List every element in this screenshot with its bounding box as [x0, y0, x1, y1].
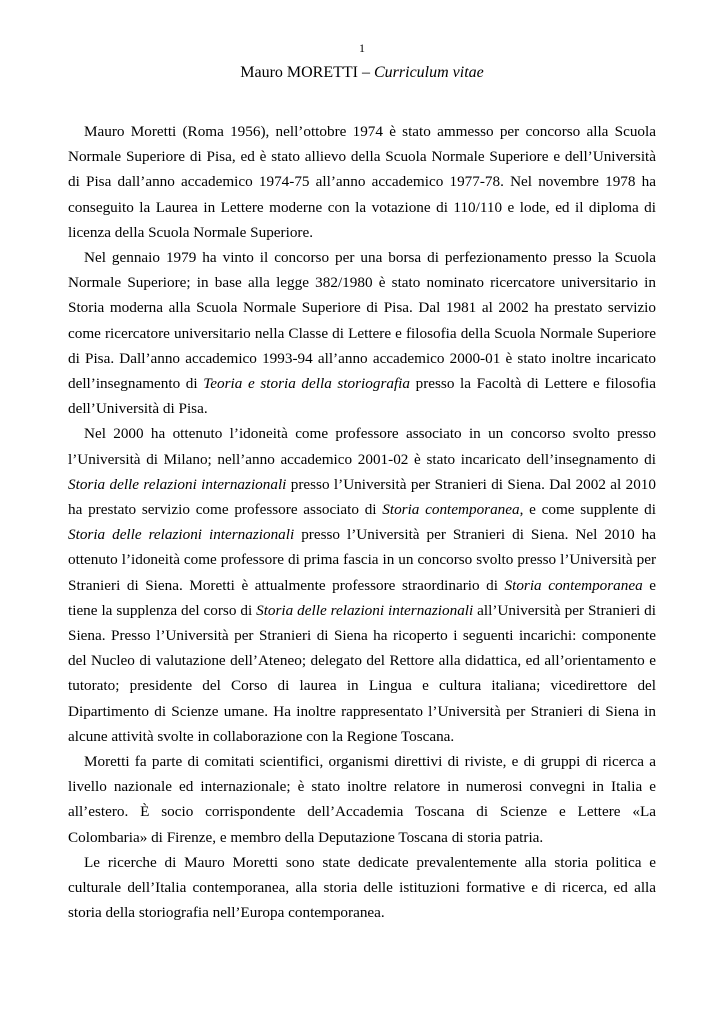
title-separator: –	[358, 64, 374, 81]
text-segment: presso la Facoltà di Lettere e filosofia dell’Università di Pisa.	[68, 375, 656, 418]
document-body	[68, 119, 656, 926]
paragraph	[68, 749, 656, 850]
author-name: Mauro MORETTI	[240, 64, 358, 81]
text-segment: presso l’Università per Stranieri di Siena. Dal 2002 al 2010 ha prestato servizio come professore associato di	[68, 475, 656, 519]
text-segment: Moretti fa parte di comitati scientifici, organismi direttivi di riviste, e di gruppi di ricerca a livello nazionale ed internazionale; è stato inoltre relatore in numerosi convegni in Italia e all’estero. È socio corrispondente dell’Accademia Toscana di Scienze e Lettere «La Colombaria» di Firenze, e membro della Deputazione Toscana di storia patria.	[68, 753, 656, 846]
italic-segment: Teoria e storia della storiografia	[203, 375, 410, 393]
document-title	[0, 64, 724, 82]
text-segment: all’Università per Stranieri di Siena. Presso l’Università per Stranieri di Siena ha ricoperto i seguenti incarichi: componente del Nucleo di valutazione dell’Ateneo; delegato del Rettore alla didattica, ed all’orientamento e tutorato; presidente del Corso di laurea in Lingua e cultura italiana; vicedirettore del Dipartimento di Scienze umane. Ha inoltre rappresentato l’Università per Stranieri di Siena in alcune attività svolte in collaborazione con la Regione Toscana.	[68, 601, 656, 745]
text-segment: Nel 2000 ha ottenuto l’idoneità come professore associato in un concorso svolto presso l’Università di Milano; nell’anno accademico 2001-02 è stato incaricato dell’insegnamento di	[68, 425, 656, 468]
text-segment: Le ricerche di Mauro Moretti sono state dedicate prevalentemente alla storia politica e culturale dell’Italia contemporanea, alla storia delle istituzioni formative e di ricerca, ed alla storia della storiografia nell’Europa contemporanea.	[68, 853, 656, 922]
italic-segment: Storia contemporanea	[382, 501, 520, 519]
text-segment: Mauro Moretti (Roma 1956), nell’ottobre 1974 è stato ammesso per concorso alla Scuola Normale Superiore di Pisa, ed è stato allievo della Scuola Normale Superiore e dell’Università di Pisa dall’anno accademico 1974-75 all’anno accademico 1977-78. Nel novembre 1978 ha conseguito la Laurea in Lettere moderne con la votazione di 110/110 e lode, ed il diploma di licenza della Scuola Normale Superiore.	[68, 123, 656, 241]
italic-segment: Storia delle relazioni internazionali	[68, 475, 287, 493]
italic-segment: Storia delle relazioni internazionali	[68, 526, 295, 544]
text-segment: presso l’Università per Stranieri di Siena. Nel 2010 ha ottenuto l’idoneità come professore di prima fascia in un concorso svolto presso l’Università per Stranieri di Siena. Moretti è attualmente professore straordinario di	[68, 526, 657, 594]
text-segment: e tiene la supplenza del corso di	[68, 576, 656, 619]
page-number: 1	[359, 41, 365, 55]
paragraph	[68, 421, 656, 749]
italic-segment: Storia delle relazioni internazionali	[256, 601, 474, 619]
paragraph	[68, 850, 656, 926]
paragraph	[68, 245, 656, 421]
text-segment: Nel gennaio 1979 ha vinto il concorso per una borsa di perfezionamento presso la Scuola Normale Superiore; in base alla legge 382/1980 è stato nominato ricercatore universitario in Storia moderna alla Scuola Normale Superiore di Pisa. Dal 1981 al 2002 ha prestato servizio come ricercatore universitario nella Classe di Lettere e filosofia della Scuola Normale Superiore di Pisa. Dall’anno accademico 1993-94 all’anno accademico 2000-01 è stato inoltre incaricato dell’insegnamento di	[68, 249, 656, 393]
text-segment: , e come supplente di	[519, 501, 656, 519]
italic-segment: Storia contemporanea	[504, 576, 643, 594]
paragraph	[68, 119, 656, 245]
title-subtitle: Curriculum vitae	[374, 64, 484, 81]
